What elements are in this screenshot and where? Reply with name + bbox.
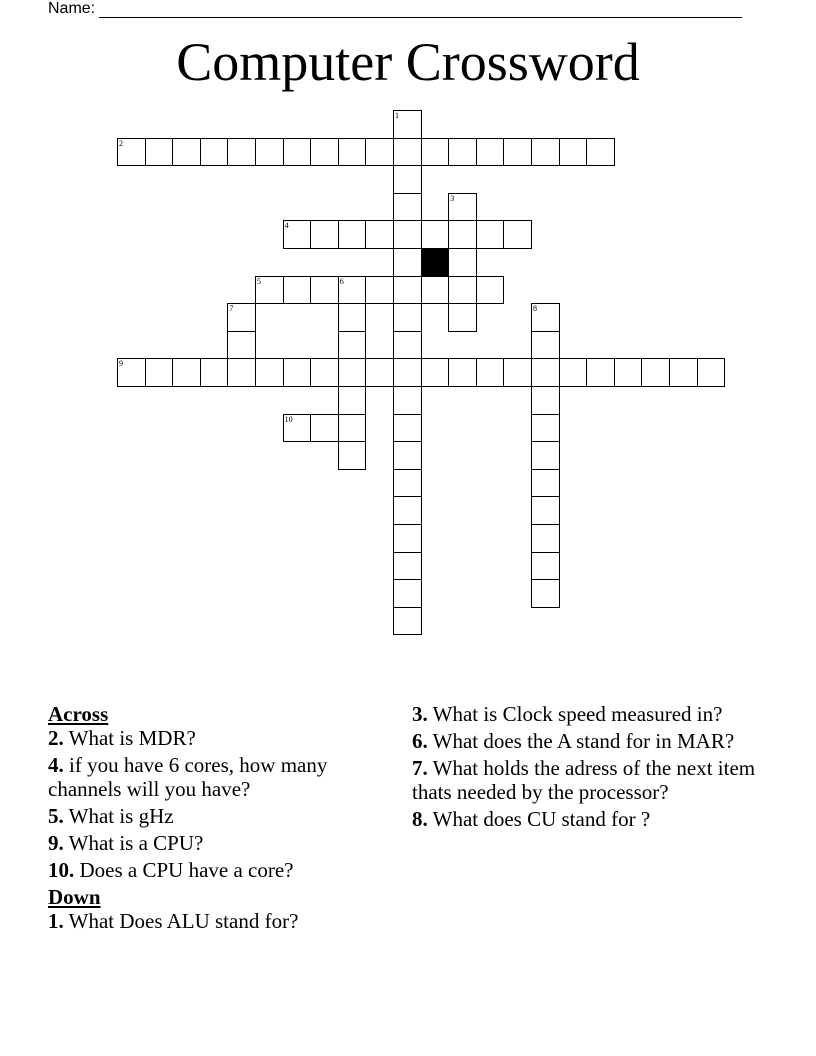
grid-cell[interactable] — [531, 469, 560, 498]
grid-cell[interactable] — [145, 138, 174, 167]
grid-cell[interactable] — [421, 220, 450, 249]
grid-cell[interactable] — [393, 469, 422, 498]
grid-cell[interactable] — [559, 358, 588, 387]
clues-right-column — [412, 702, 792, 834]
grid-cell[interactable] — [393, 579, 422, 608]
grid-cell[interactable] — [393, 193, 422, 222]
grid-cell[interactable] — [338, 386, 367, 415]
grid-cell[interactable] — [393, 220, 422, 249]
across-clue-list — [48, 726, 398, 882]
clue-number: 3 — [450, 193, 455, 203]
grid-cell[interactable] — [697, 358, 726, 387]
down-clue-list — [48, 909, 398, 933]
grid-cell[interactable] — [641, 358, 670, 387]
clue-item-number: 3. — [412, 702, 428, 726]
grid-cell[interactable] — [365, 276, 394, 305]
grid-cell[interactable] — [476, 358, 505, 387]
name-field[interactable] — [48, 0, 742, 18]
clue-item-number: 5. — [48, 804, 64, 828]
down-heading: Down — [48, 885, 101, 909]
down-clue-list-continued — [412, 702, 792, 831]
grid-cell[interactable] — [227, 331, 256, 360]
clue-item — [48, 858, 398, 882]
clue-item-text: What is a CPU? — [63, 831, 204, 855]
clue-item — [412, 729, 792, 753]
grid-cell[interactable] — [393, 331, 422, 360]
grid-cell[interactable] — [393, 303, 422, 332]
clue-number: 9 — [119, 359, 123, 369]
clue-item-number: 10. — [48, 858, 75, 882]
grid-cell[interactable] — [421, 276, 450, 305]
grid-cell[interactable] — [586, 138, 615, 167]
clue-item-text: What Does ALU stand for? — [63, 909, 299, 933]
grid-cell[interactable] — [283, 414, 312, 443]
grid-cell[interactable] — [531, 579, 560, 608]
grid-cell[interactable] — [365, 220, 394, 249]
grid-cell[interactable] — [531, 358, 560, 387]
grid-cell[interactable] — [172, 358, 201, 387]
grid-cell[interactable] — [227, 303, 256, 332]
clue-item-number: 1. — [48, 909, 64, 933]
grid-cell[interactable] — [393, 165, 422, 194]
grid-cell[interactable] — [531, 441, 560, 470]
grid-cell[interactable] — [310, 276, 339, 305]
grid-cell[interactable] — [338, 276, 367, 305]
grid-cell[interactable] — [448, 193, 477, 222]
clue-item — [48, 831, 398, 855]
grid-cell[interactable] — [531, 414, 560, 443]
clue-number: 1 — [395, 111, 399, 120]
grid-cell[interactable] — [393, 441, 422, 470]
grid-cell[interactable] — [310, 220, 339, 249]
clues-left-column — [48, 702, 398, 936]
clue-item-number: 2. — [48, 726, 64, 750]
grid-cell[interactable] — [255, 276, 284, 305]
grid-cell[interactable] — [531, 138, 560, 167]
clue-item-text: What is Clock speed measured in? — [427, 702, 723, 726]
grid-cell[interactable] — [393, 138, 422, 167]
grid-cell[interactable] — [393, 358, 422, 387]
grid-cell[interactable] — [338, 303, 367, 332]
grid-cell[interactable] — [503, 138, 532, 167]
grid-cell[interactable] — [393, 110, 422, 139]
grid-cell[interactable] — [531, 303, 560, 332]
grid-cell[interactable] — [393, 552, 422, 581]
grid-cell[interactable] — [338, 220, 367, 249]
grid-cell[interactable] — [310, 138, 339, 167]
grid-cell[interactable] — [531, 524, 560, 553]
grid-cell[interactable] — [117, 358, 146, 387]
grid-cell[interactable] — [393, 496, 422, 525]
grid-cell[interactable] — [421, 358, 450, 387]
clue-item-number: 7. — [412, 756, 428, 780]
grid-cell[interactable] — [393, 524, 422, 553]
grid-cell[interactable] — [338, 414, 367, 443]
grid-cell[interactable] — [283, 220, 312, 249]
clue-item-number: 6. — [412, 729, 428, 753]
clue-item-text: What does the A stand for in MAR? — [427, 729, 735, 753]
grid-cell[interactable] — [393, 276, 422, 305]
clue-item — [48, 726, 398, 750]
clue-item — [412, 756, 792, 804]
clue-item-text: What holds the adress of the next item thats needed by the processor? — [412, 756, 756, 804]
clue-item — [412, 702, 792, 726]
grid-cell[interactable] — [338, 358, 367, 387]
clue-number: 7 — [229, 304, 234, 314]
clue-number: 8 — [533, 304, 537, 314]
clue-item-text: What is gHz — [63, 804, 174, 828]
clue-item-text: What does CU stand for ? — [427, 807, 651, 831]
grid-cell[interactable] — [227, 358, 256, 387]
name-underline[interactable] — [99, 3, 742, 18]
grid-cell[interactable] — [448, 276, 477, 305]
grid-cell[interactable] — [365, 138, 394, 167]
grid-cell[interactable] — [393, 248, 422, 277]
name-label: Name: — [48, 0, 96, 17]
grid-cell[interactable] — [531, 331, 560, 360]
grid-cell[interactable] — [586, 358, 615, 387]
clue-item — [48, 909, 398, 933]
grid-cell[interactable] — [338, 441, 367, 470]
grid-cell[interactable] — [448, 358, 477, 387]
grid-cell[interactable] — [531, 496, 560, 525]
clue-item-number: 8. — [412, 807, 428, 831]
clue-item-text: What is MDR? — [63, 726, 196, 750]
grid-cell[interactable] — [614, 358, 643, 387]
clue-number: 2 — [119, 138, 123, 148]
clue-item — [48, 804, 398, 828]
clue-number: 4 — [284, 221, 289, 231]
grid-cell[interactable] — [503, 358, 532, 387]
clue-item-text: if you have 6 cores, how many channels will you have? — [48, 753, 328, 801]
grid-cell[interactable] — [310, 414, 339, 443]
grid-cell[interactable] — [448, 248, 477, 277]
clue-number: 10 — [284, 414, 293, 424]
grid-cell[interactable] — [476, 276, 505, 305]
page-title: Computer Crossword — [176, 32, 640, 92]
grid-cell[interactable] — [531, 552, 560, 581]
grid-cell[interactable] — [200, 138, 229, 167]
grid-cell[interactable] — [476, 220, 505, 249]
grid-cell[interactable] — [393, 607, 422, 636]
clue-item-number: 9. — [48, 831, 64, 855]
grid-cell[interactable] — [283, 138, 312, 167]
grid-cell[interactable] — [227, 138, 256, 167]
grid-cell[interactable] — [255, 138, 284, 167]
grid-cell[interactable] — [559, 138, 588, 167]
grid-cell[interactable] — [393, 414, 422, 443]
grid-cell[interactable] — [448, 303, 477, 332]
grid-cell[interactable] — [393, 386, 422, 415]
grid-cell[interactable] — [669, 358, 698, 387]
grid-cell[interactable] — [476, 138, 505, 167]
grid-cell[interactable] — [365, 358, 394, 387]
grid-cell[interactable] — [531, 386, 560, 415]
clue-item-number: 4. — [48, 753, 64, 777]
grid-cell[interactable] — [283, 276, 312, 305]
across-heading: Across — [48, 702, 109, 726]
grid-cell[interactable] — [448, 220, 477, 249]
grid-block — [421, 248, 450, 277]
grid-cell[interactable] — [421, 138, 450, 167]
grid-cell[interactable] — [200, 358, 229, 387]
grid-cell[interactable] — [503, 220, 532, 249]
grid-cell[interactable] — [145, 358, 174, 387]
clue-number: 5 — [257, 276, 261, 286]
clue-item — [412, 807, 792, 831]
grid-cell[interactable] — [255, 358, 284, 387]
grid-cell[interactable] — [117, 138, 146, 167]
clue-number: 6 — [339, 276, 344, 286]
grid-cell[interactable] — [338, 138, 367, 167]
grid-cell[interactable] — [283, 358, 312, 387]
clue-item-text: Does a CPU have a core? — [74, 858, 294, 882]
grid-cell[interactable] — [310, 358, 339, 387]
grid-cell[interactable] — [338, 331, 367, 360]
grid-cell[interactable] — [448, 138, 477, 167]
grid-cell[interactable] — [172, 138, 201, 167]
clue-item — [48, 753, 398, 801]
